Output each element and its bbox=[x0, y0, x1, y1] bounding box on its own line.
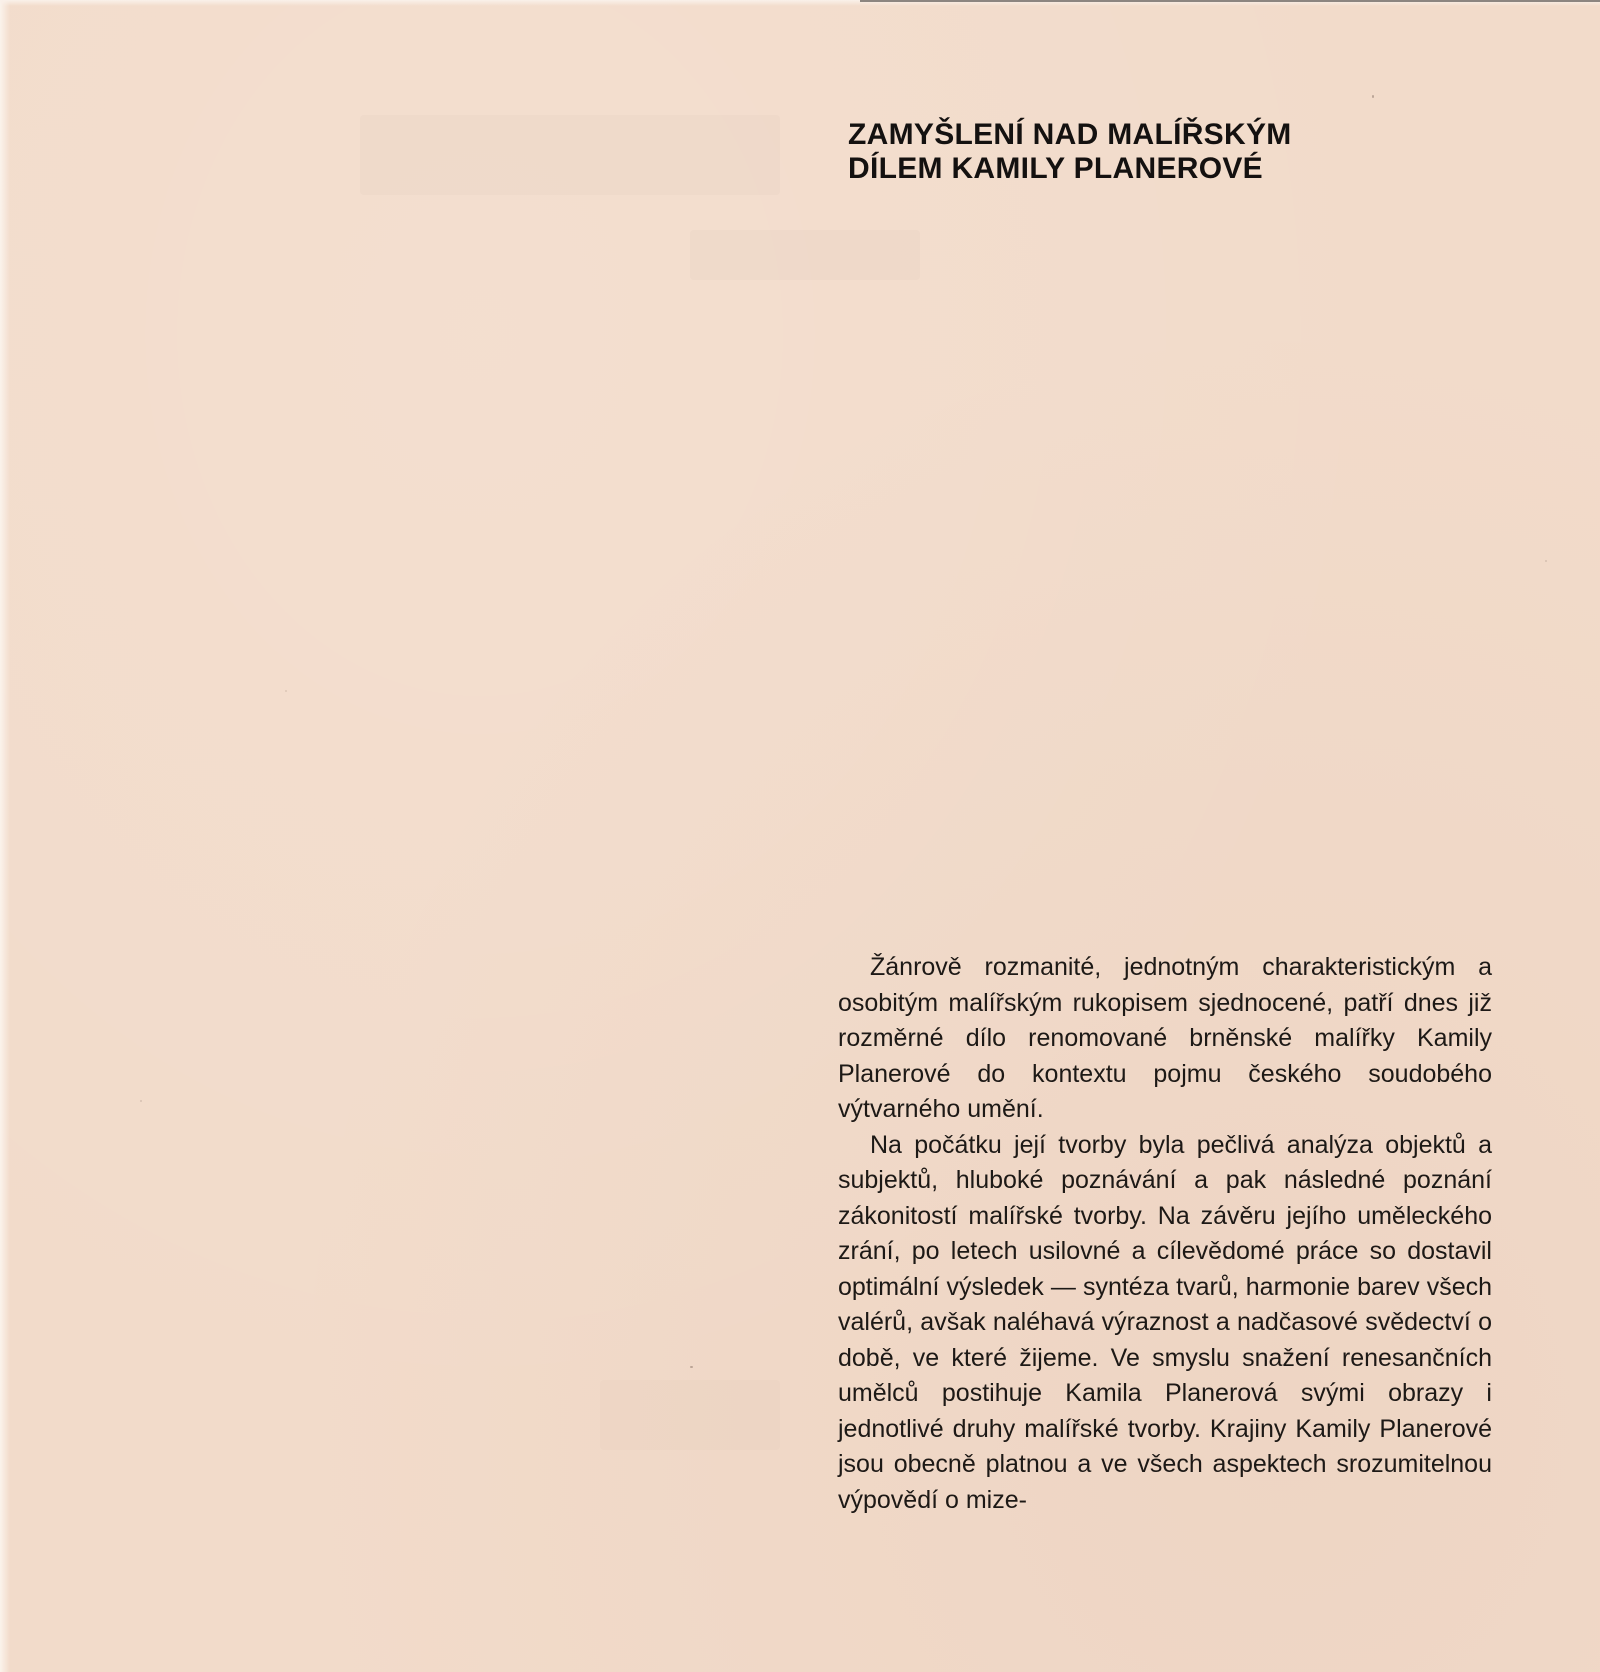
article-heading bbox=[848, 118, 1292, 186]
paper-speck bbox=[1545, 560, 1547, 562]
body-paragraph-2: Na počátku její tvorby byla pečlivá analýza objektů a subjektů, hluboké poznávání a pak následné poznání zákonitostí malířské tvorby. Na závěru jejího uměleckého zrání, po letech usilovné a cílevědomé práce so dostavil optimální výsledek — syntéza tvarů, harmonie barev všech valérů, avšak naléhavá výraznost a nadčasové svědectví o době, ve které žijeme. Ve smyslu snažení renesančních umělců postihuje Kamila Planerová svými obrazy i jednotlivé druhy malířské tvorby. Krajiny Kamily Planerové jsou obecně platnou a ve všech aspektech srozumitelnou výpovědí o mize- bbox=[838, 1130, 1492, 1514]
paper-speck bbox=[285, 690, 287, 692]
paper-speck bbox=[1372, 95, 1374, 98]
heading-line-1: ZAMYŠLENÍ NAD MALÍŘSKÝM bbox=[848, 118, 1292, 151]
page-top-edge-line bbox=[860, 0, 1600, 2]
article-body bbox=[838, 950, 1492, 1518]
body-paragraph-1: Žánrově rozmanité, jednotným charakteristickým a osobitým malířským rukopisem sjednocené, patří dnes již rozměrné dílo renomované brněnské malířky Kamily Planerové do kontextu pojmu českého soudobého výtvarného umění. bbox=[838, 953, 1492, 1123]
show-through-block-1 bbox=[360, 115, 780, 195]
paper-speck bbox=[140, 1100, 142, 1102]
heading-line-2: DÍLEM KAMILY PLANEROVÉ bbox=[848, 152, 1263, 185]
paper-speck bbox=[690, 1366, 693, 1368]
show-through-block-2 bbox=[690, 230, 920, 280]
show-through-block-3 bbox=[600, 1380, 780, 1450]
page-left-edge bbox=[0, 0, 10, 1672]
